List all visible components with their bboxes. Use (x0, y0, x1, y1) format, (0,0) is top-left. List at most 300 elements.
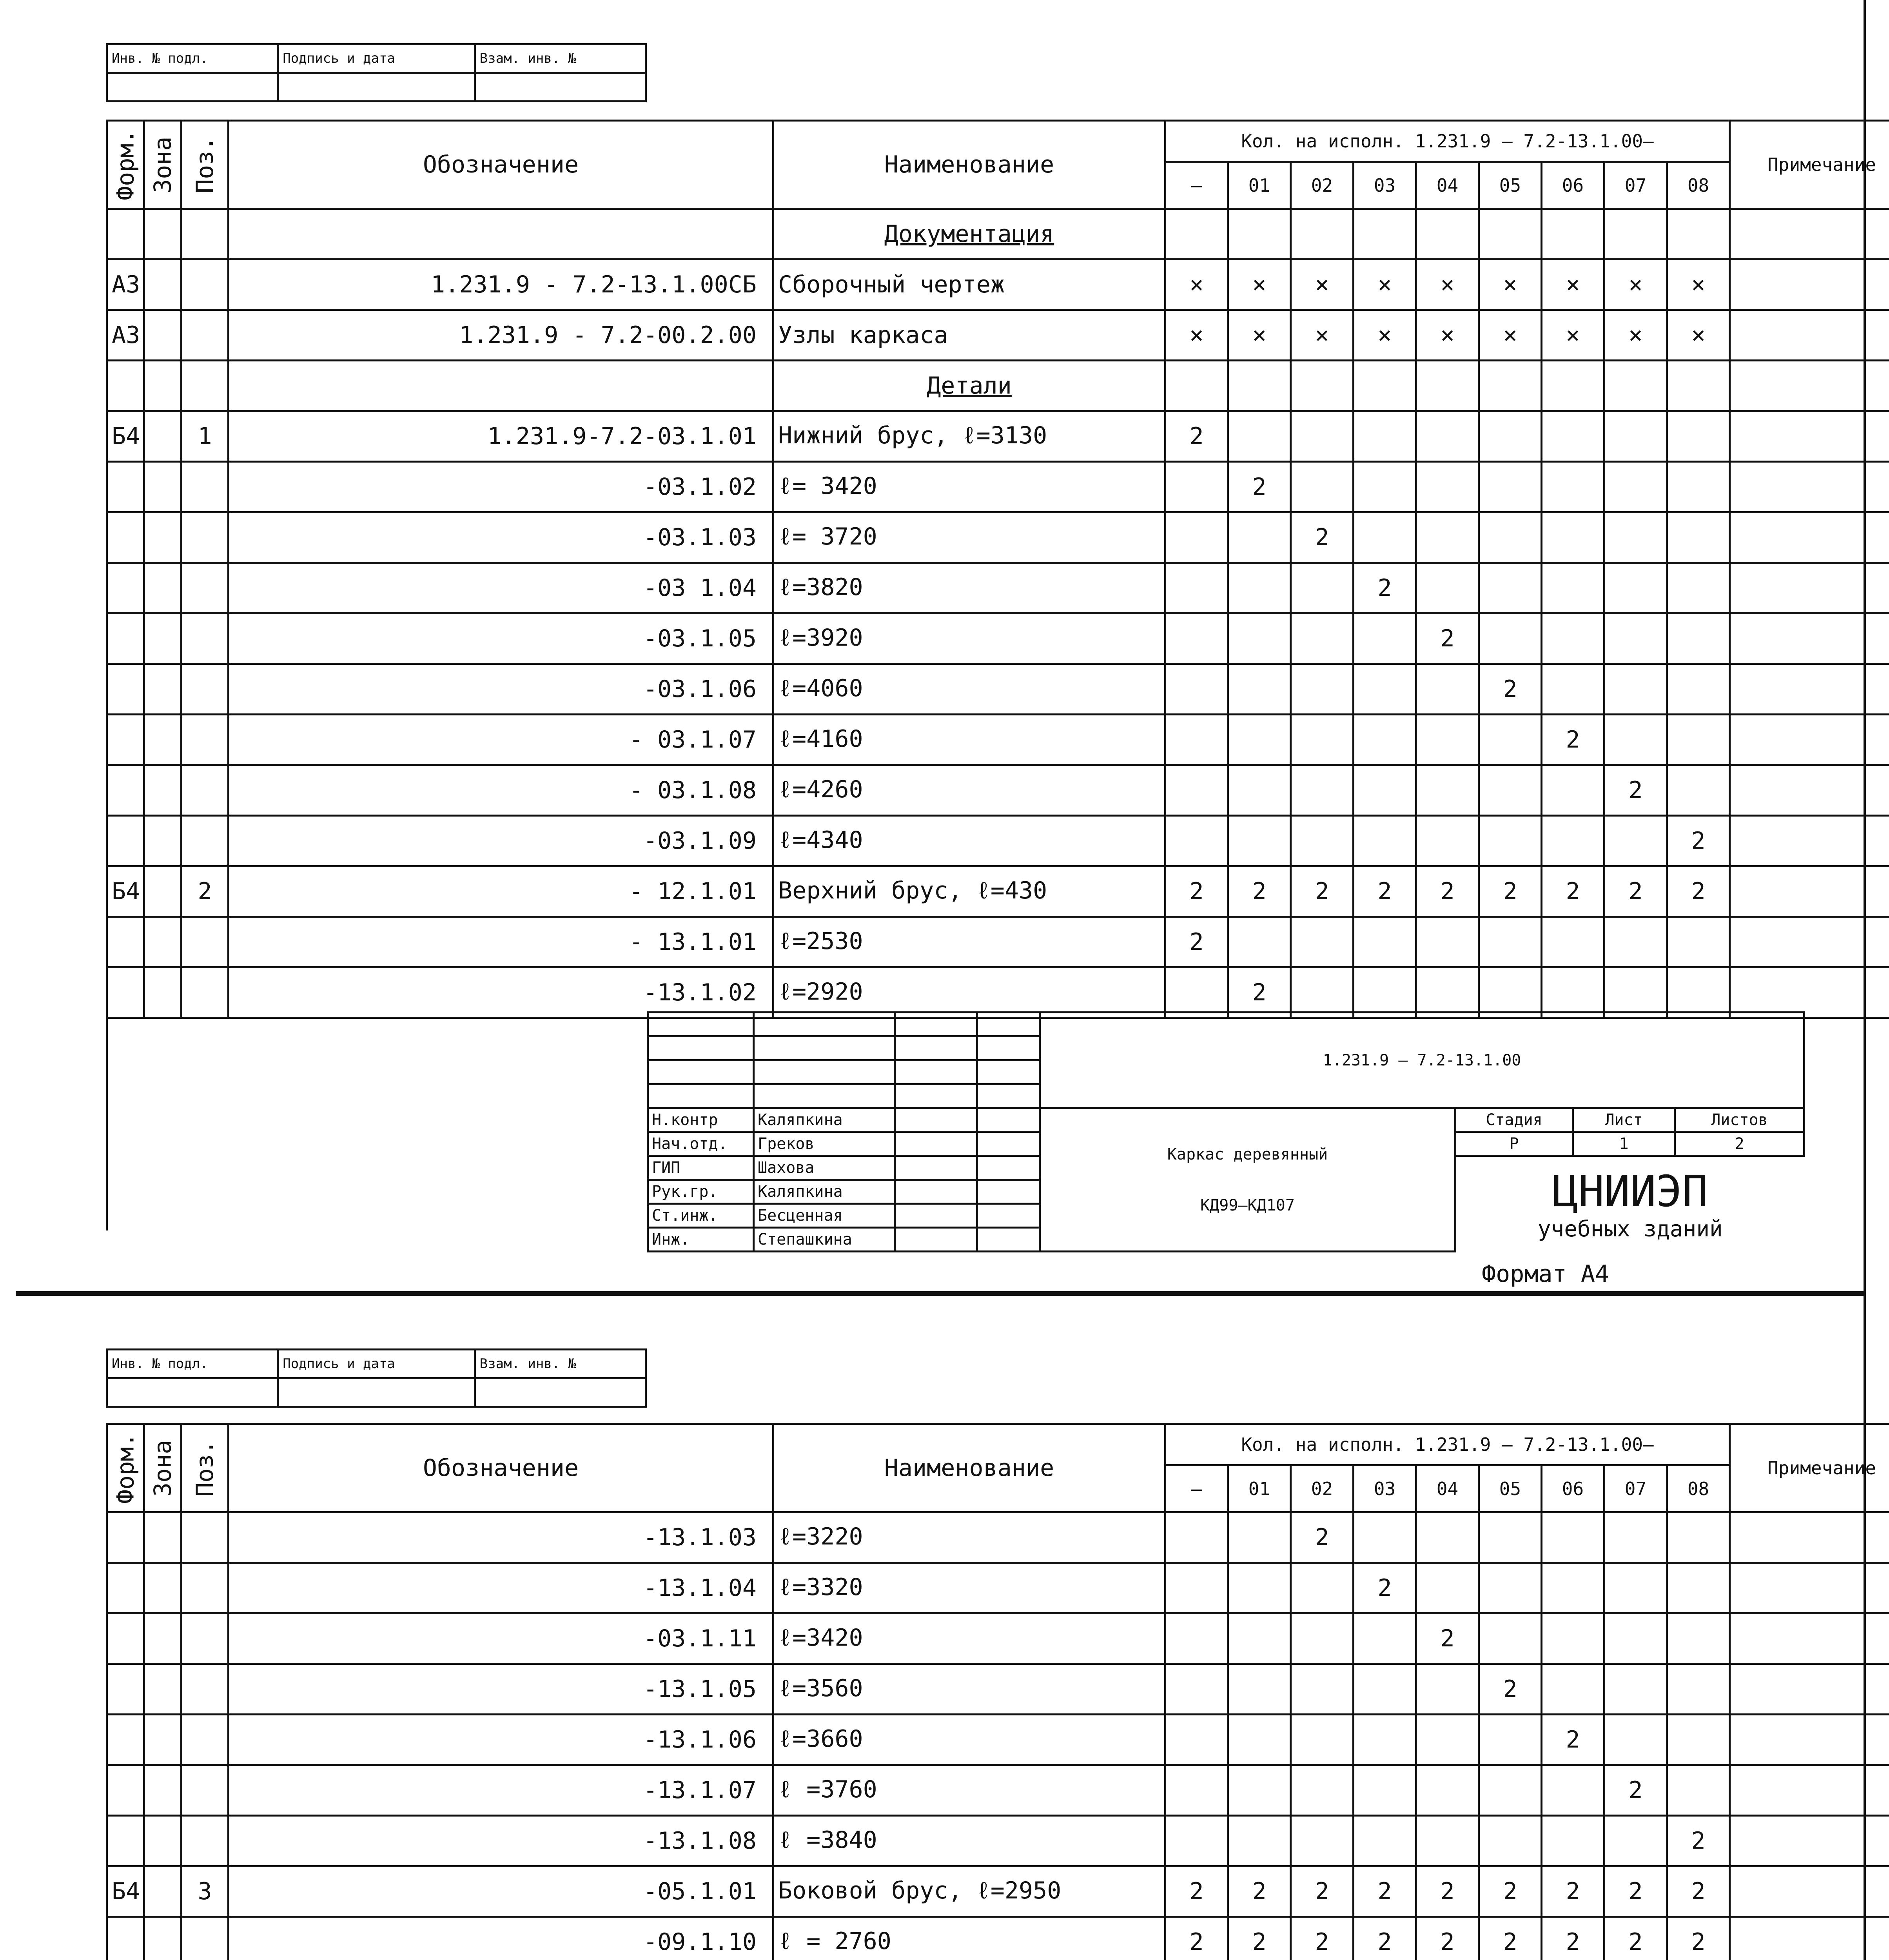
qty-cell: 2 (1416, 866, 1479, 917)
row-name: ℓ=3320 (773, 1563, 1165, 1613)
variant-header: 03 (1354, 162, 1416, 209)
row-format (107, 361, 144, 411)
qty-cell (1165, 462, 1228, 512)
qty-cell: 2 (1604, 1765, 1667, 1816)
qty-cell (1165, 563, 1228, 613)
format-1: Формат А4 (1482, 1260, 1610, 1288)
qty-cell: 2 (1291, 1917, 1354, 1960)
row-format (107, 209, 144, 260)
row-pos (181, 361, 229, 411)
qty-cell: 2 (1416, 613, 1479, 664)
variant-header: — (1165, 162, 1228, 209)
qty-cell (1479, 411, 1542, 462)
row-pos (181, 917, 229, 967)
tb1-title2: КД99—КД107 (1200, 1196, 1295, 1214)
qty-cell (1667, 462, 1730, 512)
variant-header: 06 (1542, 162, 1604, 209)
qty-cell (1228, 512, 1291, 563)
row-zone (144, 613, 181, 664)
tb1-title1: Каркас деревянный (1167, 1145, 1328, 1163)
row-note (1730, 816, 1889, 866)
row-zone (144, 715, 181, 765)
row-designation: -13.1.02 (229, 967, 773, 1018)
qty-cell (1228, 361, 1291, 411)
qty-cell (1542, 816, 1604, 866)
row-zone (144, 765, 181, 816)
qty-cell (1291, 563, 1354, 613)
qty-cell: 2 (1228, 866, 1291, 917)
row-note (1730, 1917, 1889, 1960)
qty-cell: 2 (1291, 1512, 1354, 1563)
qty-cell (1228, 765, 1291, 816)
table-row (107, 765, 1889, 816)
qty-cell: × (1354, 260, 1416, 310)
row-designation: 1.231.9 - 7.2-00.2.00 (229, 310, 773, 361)
sheets-label: Листов (1675, 1108, 1804, 1132)
row-zone (144, 1512, 181, 1563)
qty-cell (1542, 1613, 1604, 1664)
row-note (1730, 1613, 1889, 1664)
row-note (1730, 361, 1889, 411)
sign-name: Греков (754, 1132, 895, 1156)
col-pos: Поз. (181, 1424, 229, 1512)
variant-header: 04 (1416, 1465, 1479, 1512)
org-name: ЦНИИЭП (1552, 1166, 1708, 1217)
qty-cell (1542, 1765, 1604, 1816)
row-format: Б4 (107, 866, 144, 917)
qty-cell: × (1228, 260, 1291, 310)
qty-cell (1542, 1512, 1604, 1563)
qty-cell (1165, 765, 1228, 816)
qty-cell: 2 (1479, 1917, 1542, 1960)
row-zone (144, 816, 181, 866)
row-zone (144, 664, 181, 715)
row-name: Детали (773, 361, 1165, 411)
qty-cell (1479, 816, 1542, 866)
qty-cell (1354, 361, 1416, 411)
row-name: Узлы каркаса (773, 310, 1165, 361)
row-note (1730, 462, 1889, 512)
row-pos (181, 967, 229, 1018)
qty-cell: 2 (1667, 816, 1730, 866)
qty-cell: 2 (1542, 1866, 1604, 1917)
qty-cell: 2 (1165, 917, 1228, 967)
qty-cell (1354, 1512, 1416, 1563)
table-row (107, 1917, 1889, 1960)
qty-cell: × (1291, 260, 1354, 310)
qty-cell (1228, 1765, 1291, 1816)
qty-cell (1291, 411, 1354, 462)
qty-cell (1354, 613, 1416, 664)
qty-cell: × (1416, 310, 1479, 361)
qty-cell (1416, 411, 1479, 462)
qty-cell (1291, 1715, 1354, 1765)
qty-cell (1354, 765, 1416, 816)
row-pos (181, 1512, 229, 1563)
qty-cell: 2 (1354, 563, 1416, 613)
row-format (107, 1715, 144, 1765)
row-zone (144, 917, 181, 967)
row-name: ℓ= 3720 (773, 512, 1165, 563)
row-format (107, 1563, 144, 1613)
stamp-bottom (106, 1348, 647, 1408)
qty-cell (1667, 967, 1730, 1018)
stamp-inv-2: Инв. № подл. (107, 1350, 278, 1378)
qty-cell: × (1667, 310, 1730, 361)
row-zone (144, 1866, 181, 1917)
qty-cell (1291, 1816, 1354, 1866)
qty-cell (1542, 765, 1604, 816)
table-row (107, 260, 1889, 310)
qty-cell (1604, 664, 1667, 715)
title-block-1 (647, 1011, 1805, 1252)
row-name: ℓ=4060 (773, 664, 1165, 715)
qty-cell: 2 (1165, 866, 1228, 917)
row-note (1730, 1715, 1889, 1765)
qty-cell (1228, 411, 1291, 462)
qty-cell: 2 (1416, 1866, 1479, 1917)
qty-cell: 2 (1479, 1664, 1542, 1715)
row-designation: - 03.1.07 (229, 715, 773, 765)
row-format (107, 1512, 144, 1563)
qty-cell (1416, 1715, 1479, 1765)
qty-cell: 2 (1479, 664, 1542, 715)
table-row (107, 1765, 1889, 1816)
stamp-top (106, 43, 647, 102)
row-pos: 1 (181, 411, 229, 462)
col-designation: Обозначение (229, 1424, 773, 1512)
qty-cell: × (1667, 260, 1730, 310)
row-name: Документация (773, 209, 1165, 260)
qty-cell (1542, 361, 1604, 411)
qty-cell (1604, 361, 1667, 411)
qty-cell: 2 (1479, 1866, 1542, 1917)
qty-cell (1416, 1664, 1479, 1715)
col-format: Форм. (107, 1424, 144, 1512)
qty-cell (1416, 462, 1479, 512)
row-zone (144, 411, 181, 462)
qty-cell (1228, 1715, 1291, 1765)
qty-cell (1291, 816, 1354, 866)
row-note (1730, 260, 1889, 310)
qty-cell (1416, 664, 1479, 715)
qty-cell (1667, 1715, 1730, 1765)
row-zone (144, 1765, 181, 1816)
row-designation: -03.1.11 (229, 1613, 773, 1664)
qty-cell (1604, 917, 1667, 967)
qty-cell: 2 (1667, 1866, 1730, 1917)
row-designation (229, 209, 773, 260)
row-format: Б4 (107, 1866, 144, 1917)
row-name: Нижний брус, ℓ=3130 (773, 411, 1165, 462)
row-designation: 1.231.9-7.2-03.1.01 (229, 411, 773, 462)
qty-cell (1604, 411, 1667, 462)
row-format (107, 765, 144, 816)
row-note (1730, 1563, 1889, 1613)
row-designation: -13.1.03 (229, 1512, 773, 1563)
qty-cell (1667, 1563, 1730, 1613)
table-row (107, 1512, 1889, 1563)
qty-cell (1291, 1664, 1354, 1715)
qty-cell (1416, 917, 1479, 967)
sheet-label: Лист (1573, 1108, 1675, 1132)
variant-header: — (1165, 1465, 1228, 1512)
row-name: ℓ=3660 (773, 1715, 1165, 1765)
col-note: Примечание (1730, 1424, 1889, 1512)
stage-label: Стадия (1455, 1108, 1573, 1132)
row-format (107, 664, 144, 715)
row-note (1730, 613, 1889, 664)
qty-cell (1479, 613, 1542, 664)
qty-cell (1604, 1664, 1667, 1715)
row-pos: 3 (181, 1866, 229, 1917)
qty-cell (1165, 1664, 1228, 1715)
variant-header: 07 (1604, 162, 1667, 209)
qty-cell (1479, 1613, 1542, 1664)
qty-cell (1416, 1816, 1479, 1866)
table-row (107, 563, 1889, 613)
qty-cell (1479, 765, 1542, 816)
row-note (1730, 967, 1889, 1018)
qty-cell (1604, 1715, 1667, 1765)
row-note (1730, 664, 1889, 715)
row-designation: 1.231.9 - 7.2-13.1.00СБ (229, 260, 773, 310)
qty-cell (1354, 664, 1416, 715)
row-note (1730, 765, 1889, 816)
row-pos (181, 816, 229, 866)
qty-cell (1604, 563, 1667, 613)
sign-name: Каляпкина (754, 1180, 895, 1204)
row-format (107, 1816, 144, 1866)
qty-cell (1228, 816, 1291, 866)
qty-cell (1479, 1512, 1542, 1563)
row-format (107, 816, 144, 866)
table-row (107, 613, 1889, 664)
row-pos (181, 563, 229, 613)
qty-cell (1416, 765, 1479, 816)
qty-cell: 2 (1542, 715, 1604, 765)
row-note (1730, 1512, 1889, 1563)
row-name: Боковой брус, ℓ=2950 (773, 1866, 1165, 1917)
stamp-vzam-2: Взам. инв. № (475, 1350, 646, 1378)
qty-cell (1667, 1512, 1730, 1563)
col-note: Примечание (1730, 121, 1889, 209)
table-row (107, 310, 1889, 361)
row-designation: -13.1.07 (229, 1765, 773, 1816)
qty-cell (1667, 361, 1730, 411)
row-designation: -13.1.08 (229, 1816, 773, 1866)
row-designation: -13.1.05 (229, 1664, 773, 1715)
table-row (107, 512, 1889, 563)
qty-cell (1291, 664, 1354, 715)
qty-cell: × (1228, 310, 1291, 361)
qty-cell (1165, 1765, 1228, 1816)
row-format (107, 1664, 144, 1715)
variant-header: 08 (1667, 162, 1730, 209)
row-designation: - 13.1.01 (229, 917, 773, 967)
qty-cell (1291, 967, 1354, 1018)
qty-cell: 2 (1354, 866, 1416, 917)
row-format (107, 563, 144, 613)
row-note (1730, 310, 1889, 361)
row-format (107, 715, 144, 765)
qty-cell (1604, 1563, 1667, 1613)
row-note (1730, 917, 1889, 967)
qty-cell (1165, 1715, 1228, 1765)
qty-cell (1165, 1563, 1228, 1613)
row-zone (144, 866, 181, 917)
qty-cell (1667, 613, 1730, 664)
qty-cell (1165, 816, 1228, 866)
qty-cell (1667, 512, 1730, 563)
col-qty: Кол. на исполн. 1.231.9 — 7.2-13.1.00— (1165, 121, 1730, 162)
qty-cell (1479, 1715, 1542, 1765)
row-note (1730, 715, 1889, 765)
qty-cell (1228, 917, 1291, 967)
qty-cell (1667, 1664, 1730, 1715)
qty-cell (1291, 462, 1354, 512)
qty-cell (1228, 613, 1291, 664)
qty-cell: 2 (1604, 1866, 1667, 1917)
row-zone (144, 462, 181, 512)
row-zone (144, 361, 181, 411)
qty-cell (1228, 1816, 1291, 1866)
qty-cell: 2 (1165, 1917, 1228, 1960)
qty-cell (1228, 209, 1291, 260)
row-note (1730, 209, 1889, 260)
qty-cell (1667, 765, 1730, 816)
row-note (1730, 866, 1889, 917)
qty-cell: 2 (1604, 1917, 1667, 1960)
qty-cell: 2 (1228, 1866, 1291, 1917)
col-zone: Зона (144, 1424, 181, 1512)
qty-cell (1354, 1664, 1416, 1715)
row-designation: -09.1.10 (229, 1917, 773, 1960)
row-zone (144, 1917, 181, 1960)
row-format (107, 613, 144, 664)
qty-cell (1479, 1765, 1542, 1816)
qty-cell: 2 (1354, 1563, 1416, 1613)
table-row (107, 1613, 1889, 1664)
row-format (107, 967, 144, 1018)
row-name: ℓ=2530 (773, 917, 1165, 967)
qty-cell (1604, 462, 1667, 512)
row-note (1730, 1765, 1889, 1816)
qty-cell (1354, 462, 1416, 512)
qty-cell (1479, 715, 1542, 765)
row-name: ℓ=3820 (773, 563, 1165, 613)
qty-cell: 2 (1479, 866, 1542, 917)
row-format (107, 1765, 144, 1816)
sign-name: Бесценная (754, 1204, 895, 1228)
row-note (1730, 512, 1889, 563)
qty-cell: 2 (1165, 411, 1228, 462)
row-pos (181, 1715, 229, 1765)
col-qty: Кол. на исполн. 1.231.9 — 7.2-13.1.00— (1165, 1424, 1730, 1465)
row-name: Верхний брус, ℓ=430 (773, 866, 1165, 917)
row-pos (181, 1765, 229, 1816)
qty-cell (1416, 361, 1479, 411)
qty-cell: × (1542, 310, 1604, 361)
qty-cell (1354, 1715, 1416, 1765)
table-row (107, 1715, 1889, 1765)
qty-cell: 2 (1604, 866, 1667, 917)
qty-cell (1228, 563, 1291, 613)
qty-cell: 2 (1542, 1715, 1604, 1765)
qty-cell (1354, 967, 1416, 1018)
row-zone (144, 209, 181, 260)
col-pos: Поз. (181, 121, 229, 209)
qty-cell (1604, 209, 1667, 260)
variant-header: 05 (1479, 1465, 1542, 1512)
row-pos (181, 462, 229, 512)
row-zone (144, 260, 181, 310)
spec-table-2 (106, 1423, 1889, 1960)
qty-cell (1291, 361, 1354, 411)
qty-cell (1291, 209, 1354, 260)
table-row (107, 1816, 1889, 1866)
row-name: ℓ=3420 (773, 1613, 1165, 1664)
table-row (107, 1563, 1889, 1613)
variant-header: 07 (1604, 1465, 1667, 1512)
qty-cell (1542, 613, 1604, 664)
table-row (107, 411, 1889, 462)
qty-cell (1479, 1816, 1542, 1866)
qty-cell (1667, 1613, 1730, 1664)
qty-cell: 2 (1228, 1917, 1291, 1960)
sign-role: ГИП (648, 1156, 754, 1180)
qty-cell (1416, 209, 1479, 260)
row-pos (181, 1563, 229, 1613)
row-note (1730, 411, 1889, 462)
row-zone (144, 1664, 181, 1715)
row-designation: -13.1.06 (229, 1715, 773, 1765)
qty-cell: × (1165, 310, 1228, 361)
qty-cell: 2 (1604, 765, 1667, 816)
qty-cell: × (1165, 260, 1228, 310)
qty-cell (1542, 917, 1604, 967)
qty-cell (1542, 563, 1604, 613)
qty-cell: 2 (1416, 1917, 1479, 1960)
sign-role: Н.контр (648, 1108, 754, 1132)
variant-header: 02 (1291, 1465, 1354, 1512)
sign-role: Ст.инж. (648, 1204, 754, 1228)
variant-header: 04 (1416, 162, 1479, 209)
qty-cell: × (1479, 260, 1542, 310)
qty-cell (1354, 816, 1416, 866)
qty-cell (1354, 209, 1416, 260)
qty-cell (1354, 1765, 1416, 1816)
variant-header: 05 (1479, 162, 1542, 209)
qty-cell (1479, 917, 1542, 967)
qty-cell (1416, 563, 1479, 613)
qty-cell (1354, 715, 1416, 765)
qty-cell (1416, 1765, 1479, 1816)
row-format (107, 1613, 144, 1664)
qty-cell (1291, 765, 1354, 816)
qty-cell (1542, 664, 1604, 715)
row-pos (181, 310, 229, 361)
row-pos (181, 1917, 229, 1960)
sheet-value: 1 (1573, 1132, 1675, 1156)
row-zone (144, 1563, 181, 1613)
sign-name: Шахова (754, 1156, 895, 1180)
sheets-value: 2 (1675, 1132, 1804, 1156)
row-format: Б4 (107, 411, 144, 462)
qty-cell: 2 (1667, 1917, 1730, 1960)
qty-cell: × (1416, 260, 1479, 310)
qty-cell (1228, 1512, 1291, 1563)
